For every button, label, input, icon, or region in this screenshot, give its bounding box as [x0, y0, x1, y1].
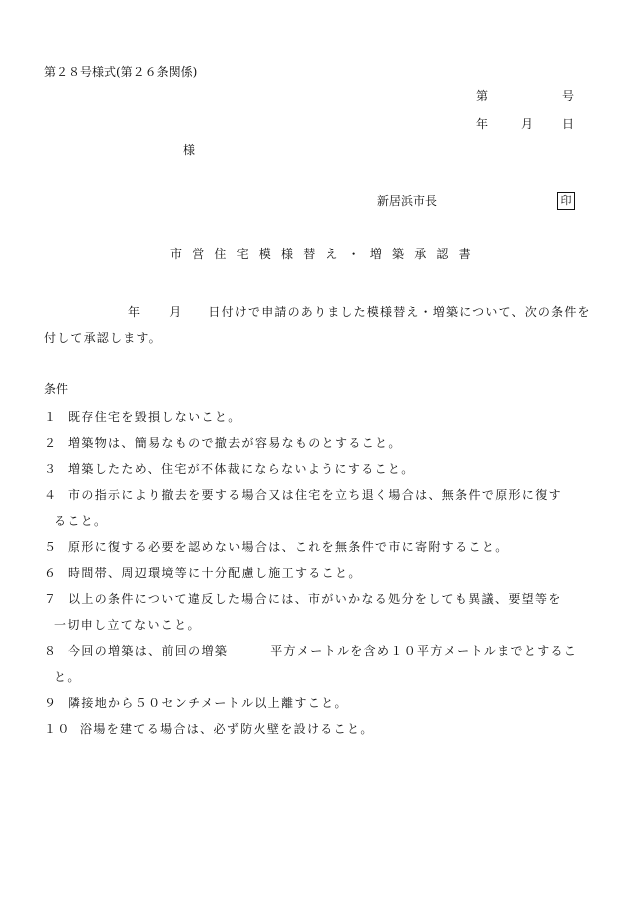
conditions-list [44, 404, 594, 742]
condition-text: 今回の増築は、前回の増築 [68, 644, 229, 658]
condition-number: ９ [44, 696, 58, 710]
condition-item [44, 404, 594, 430]
condition-number: ６ [44, 566, 58, 580]
condition-item [44, 430, 594, 456]
condition-text: 隣接地から５０センチメートル以上離すこと。 [68, 696, 348, 710]
condition-text: 市の指示により撤去を要する場合又は住宅を立ち退く場合は、無条件で原形に復す [68, 488, 562, 502]
condition-number: １ [44, 410, 58, 424]
condition-number: ２ [44, 436, 58, 450]
condition-text-block [54, 586, 594, 638]
addressee-suffix: 様 [183, 143, 196, 157]
condition-item [44, 534, 594, 560]
form-number: 第２８号様式(第２６条関係) [44, 65, 198, 79]
seal-box: 印 [557, 192, 575, 210]
condition-number: ８ [44, 644, 58, 658]
body-month-label: 月 [169, 305, 183, 319]
body-year-label: 年 [128, 305, 142, 319]
condition-number: ５ [44, 540, 58, 554]
condition-text-continued: ること。 [54, 514, 108, 528]
condition-text: 平方メートルを含め１０平方メートルまでとするこ [270, 644, 578, 658]
condition-text-block [54, 638, 594, 690]
conditions-heading: 条件 [44, 382, 69, 396]
body-text: 日付けで申請のありました模様替え・増築について、次の条件を付して承認します。 [44, 305, 591, 345]
condition-number: １０ [44, 722, 71, 736]
condition-item [44, 456, 594, 482]
condition-number: ７ [44, 592, 58, 606]
issuer-name: 新居浜市長 [377, 194, 438, 208]
doc-number-go: 号 [562, 89, 575, 103]
condition-text-continued: 一切申し立てないこと。 [54, 618, 201, 632]
condition-text: 増築物は、簡易なもので撤去が容易なものとすること。 [68, 436, 402, 450]
condition-text: 既存住宅を毀損しないこと。 [68, 410, 242, 424]
condition-item [44, 716, 594, 742]
condition-number: ３ [44, 462, 58, 476]
condition-text-block [54, 482, 594, 534]
condition-text: 時間帯、周辺環境等に十分配慮し施工すること。 [68, 566, 362, 580]
condition-text: 以上の条件について違反した場合には、市がいかなる処分をしても異議、要望等を [68, 592, 562, 606]
condition-item [44, 638, 594, 690]
condition-item [44, 560, 594, 586]
condition-item [44, 690, 594, 716]
condition-item [44, 586, 594, 638]
condition-text: 原形に復する必要を認めない場合は、これを無条件で市に寄附すること。 [68, 540, 509, 554]
condition-text: 浴場を建てる場合は、必ず防火壁を設けること。 [80, 722, 374, 736]
condition-item [44, 482, 594, 534]
condition-text-continued: と。 [54, 670, 81, 684]
date-month-label: 月 [521, 117, 534, 131]
approval-statement [44, 299, 592, 351]
condition-number: ４ [44, 488, 58, 502]
document-title: 市営住宅模様替え・増築承認書 [170, 247, 481, 261]
date-day-label: 日 [562, 117, 575, 131]
doc-number-dai: 第 [476, 89, 489, 103]
date-year-label: 年 [476, 117, 489, 131]
condition-text: 増築したため、住宅が不体裁にならないようにすること。 [68, 462, 415, 476]
